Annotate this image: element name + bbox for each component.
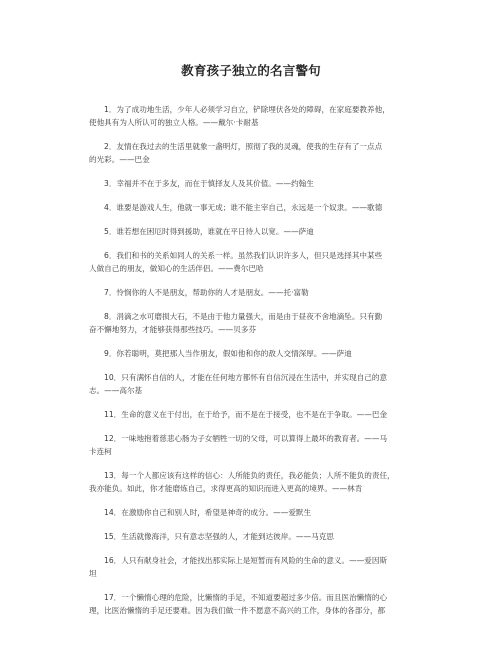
quote-item <box>89 347 419 360</box>
quote-line: 13．每一个人都应该有这样的信心：人所能负的责任，我必能负；人所不能负的责任， <box>104 471 395 480</box>
quote-line: 人做自己的朋友，做知心的生活伴侣。——费尔巴哈 <box>89 264 264 273</box>
quote-item <box>89 140 419 166</box>
quote-line: 卡连柯 <box>89 447 112 456</box>
quote-item <box>89 201 419 214</box>
quote-list <box>89 103 419 628</box>
quote-line: 坦 <box>89 569 97 578</box>
quote-line: 我亦能负。如此，你才能磨炼自己，求得更高的知识而进入更高的境界。——林肯 <box>89 484 363 493</box>
quote-item <box>89 506 419 519</box>
quote-line: 14．在激励你自己和别人时，希望是神奇的成分。——爱默生 <box>104 508 312 517</box>
quote-line: 使他具有为人所认可的独立人格。——戴尔·卡耐基 <box>89 118 259 127</box>
quote-line: 11．生命的意义在于付出，在于给予，而不是在于接受，也不是在于争取。——巴金 <box>104 410 388 419</box>
quote-line: 9．你若聪明，莫把那人当作朋友，假如他和你的敌人交情深厚。——萨迪 <box>104 349 352 358</box>
quote-line: 12．一味地抱着慈悲心肠为子女牺牲一切的父母，可以算得上最坏的教育者。——马 <box>104 434 388 443</box>
quote-item <box>89 530 419 543</box>
quote-line: 8．涓滴之水可磨损大石，不是由于他力量强大，而是由于昼夜不舍地滴坠。只有勤 <box>104 312 383 321</box>
quote-item <box>89 432 419 458</box>
quote-line: 3．幸福并不在于多友，而在于慎择友人及其价值。——约翰生 <box>104 179 314 188</box>
quote-item <box>89 225 419 238</box>
quote-line: 16．人只有献身社会，才能找出那实际上是短暂而有风险的生命的意义。——爱因斯 <box>104 556 388 565</box>
quote-item <box>89 469 419 495</box>
quote-item <box>89 408 419 421</box>
quote-item <box>89 310 419 336</box>
quote-item <box>89 177 419 190</box>
quote-item <box>89 554 419 580</box>
quote-line: 理，比医治懒惰的手足还要难。因为我们做一件不愿意不高兴的工作，身体的各部分，都 <box>89 606 386 615</box>
quote-item <box>89 249 419 275</box>
quote-item <box>89 371 419 397</box>
quote-line: 2．友情在我过去的生活里就象一盏明灯，照彻了我的灵魂，使我的生存有了一点点 <box>104 142 383 151</box>
quote-item <box>89 591 419 617</box>
quote-line: 志。——高尔基 <box>89 386 143 395</box>
quote-line: 4．谁要是游戏人生，他就一事无成；谁不能主宰自己，永远是一个奴隶。——歌德 <box>104 203 383 212</box>
quote-line: 10．只有满怀自信的人，才能在任何地方都怀有自信沉浸在生活中，并实现自己的意 <box>104 373 388 382</box>
quote-item <box>89 286 419 299</box>
quote-line: 奋不懈地努力，才能够获得那些技巧。——贝多芬 <box>89 325 257 334</box>
quote-line: 17．一个懒惰心理的危险，比懒惰的手足，不知道要超过多少倍。而且医治懒惰的心 <box>104 593 388 602</box>
quote-line: 5．谁若想在困厄时得到援助，谁就在平日待人以宽。——萨迪 <box>104 227 314 236</box>
quote-line: 1．为了成功地生活，少年人必须学习自立，铲除埋伏各处的障碍，在家庭要教养他， <box>104 105 390 114</box>
quote-line: 6．我们和书的关系如同人的关系一样。虽然我们认识许多人，但只是选择其中某些 <box>104 251 383 260</box>
quote-line: 7．怜悯你的人不是朋友，帮助你的人才是朋友。——托·富勒 <box>104 288 309 297</box>
quote-line: 的光彩。——巴金 <box>89 155 150 164</box>
quote-item <box>89 103 419 129</box>
document-title: 教育孩子独立的名言警句 <box>181 63 321 78</box>
quote-line: 15．生活就像海洋，只有意志坚强的人，才能到达彼岸。——马克思 <box>104 532 334 541</box>
